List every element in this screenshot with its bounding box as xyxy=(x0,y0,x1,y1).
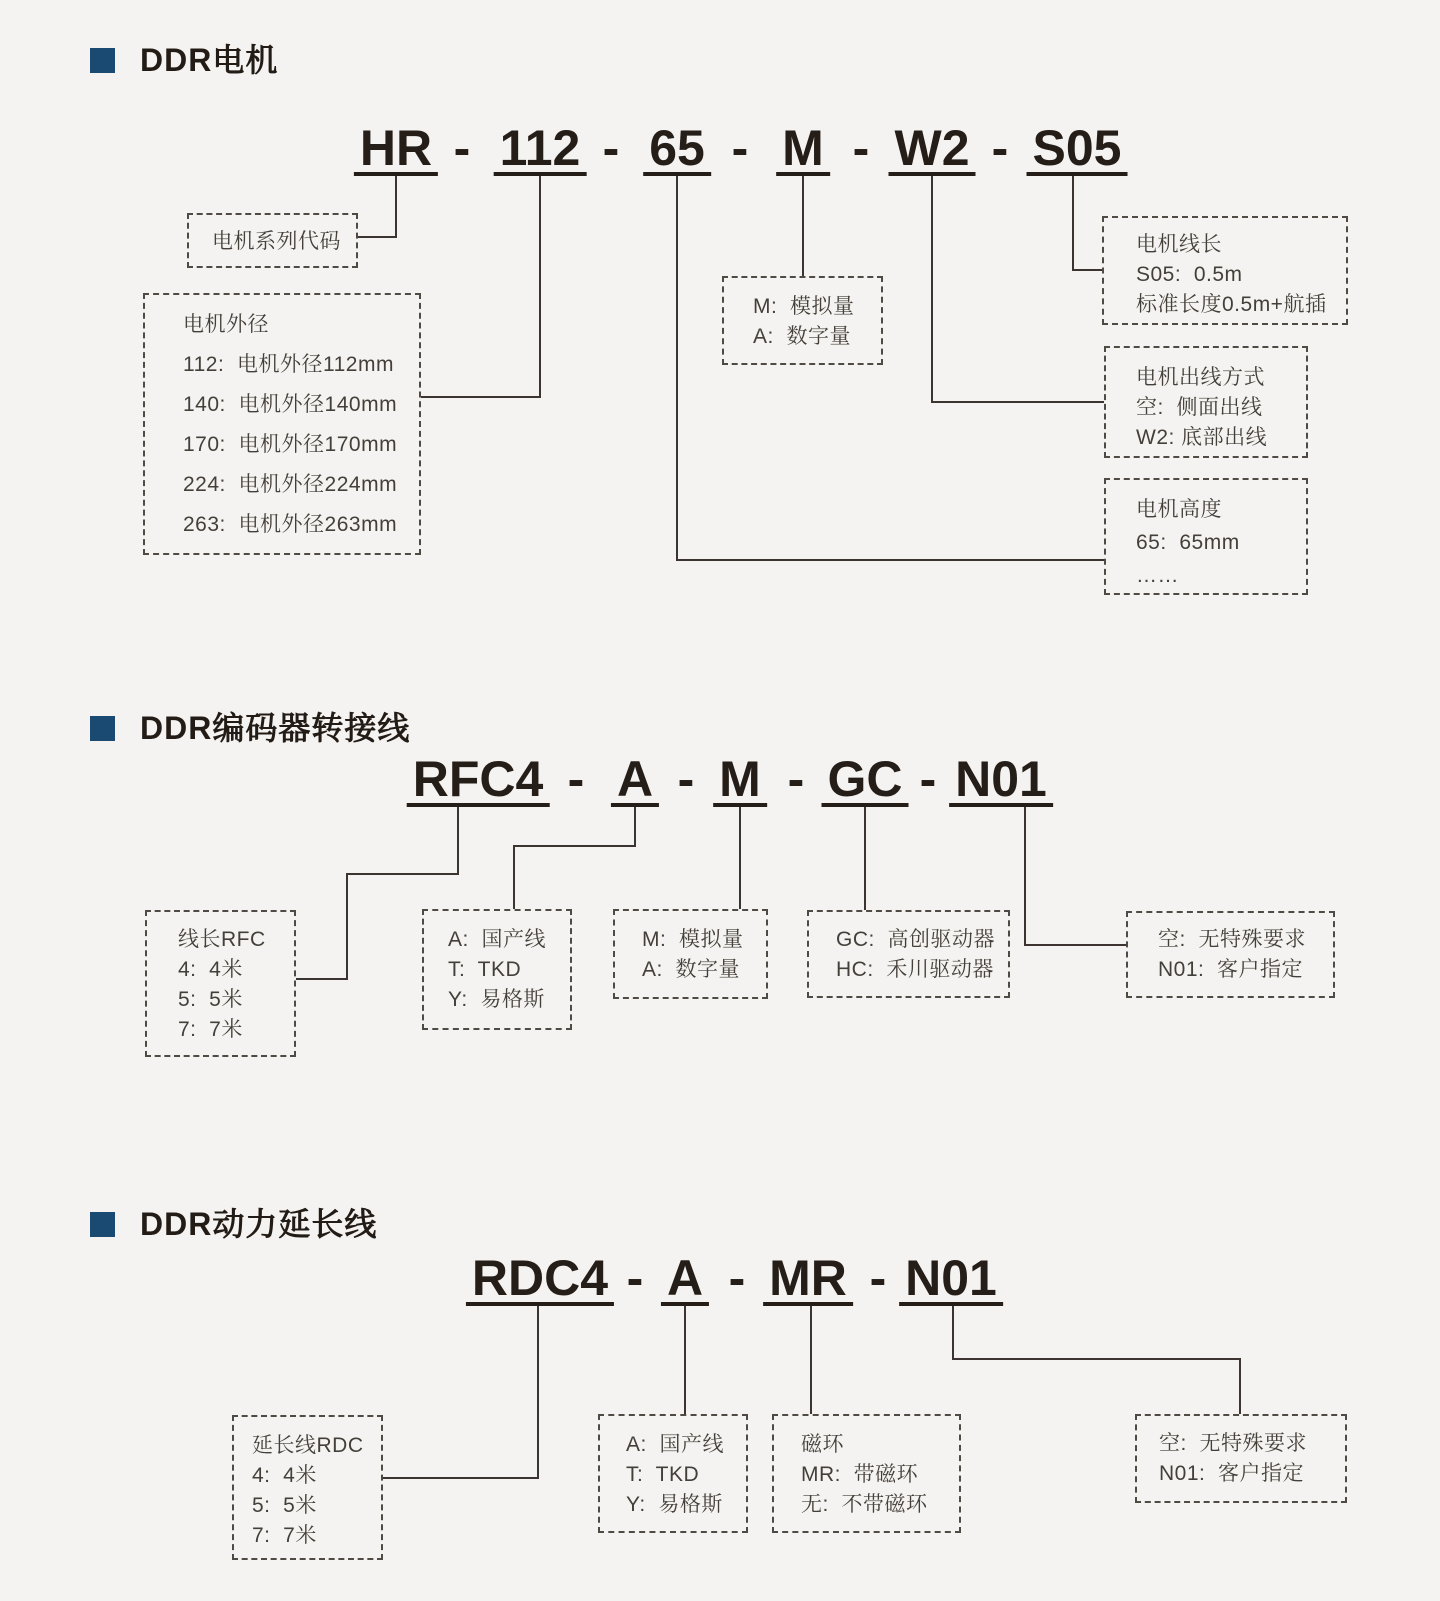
connector-line xyxy=(421,175,540,397)
box-text-line: 65: 65mm xyxy=(1136,531,1240,554)
connector-line xyxy=(1073,175,1103,270)
box-text-line: 170: 电机外径170mm xyxy=(183,433,398,456)
code-segment-special: N01 xyxy=(899,1254,1003,1306)
box-text-line: 4: 4米 xyxy=(252,1464,317,1487)
motor-outlet-style-box xyxy=(1104,346,1308,458)
box-text-line: 磁环 xyxy=(801,1433,844,1456)
motor-cable-length-box xyxy=(1102,216,1348,325)
code-segment-diameter: 112 xyxy=(494,124,587,176)
box-text-line: A: 数字量 xyxy=(642,958,741,981)
box-text-line: M: 模拟量 xyxy=(753,295,855,318)
box-text-line: 7: 7米 xyxy=(252,1524,317,1547)
section-bullet-icon xyxy=(90,48,115,73)
code-separator: - xyxy=(991,120,1009,176)
connector-line xyxy=(383,1306,538,1478)
code-segment-magnet-ring: MR xyxy=(763,1254,853,1306)
code-segment-signal: M xyxy=(776,124,830,176)
box-text-line: 空: 无特殊要求 xyxy=(1158,928,1307,951)
box-text-line: 电机出线方式 xyxy=(1136,366,1265,389)
connector-line xyxy=(932,175,1104,402)
code-segment-rdc-length: RDC4 xyxy=(466,1254,614,1306)
code-separator: - xyxy=(852,120,870,176)
code-segment-cable-length: S05 xyxy=(1027,124,1128,176)
code-separator: - xyxy=(453,120,471,176)
code-separator: - xyxy=(602,120,620,176)
encoder-driver-box xyxy=(807,910,1010,998)
code-segment-height: 65 xyxy=(643,124,711,176)
box-text-line: MR: 带磁环 xyxy=(801,1463,919,1486)
box-text-line: Y: 易格斯 xyxy=(448,988,545,1011)
box-text-line: 4: 4米 xyxy=(178,958,243,981)
code-segment-special: N01 xyxy=(949,755,1053,807)
code-segment-driver: GC xyxy=(822,755,909,807)
code-segment-series: HR xyxy=(354,124,438,176)
box-text-line: W2: 底部出线 xyxy=(1136,426,1268,449)
code-separator: - xyxy=(728,1250,746,1306)
section-title-ddr-encoder-cable: DDR编码器转接线 xyxy=(140,710,411,746)
code-segment-outlet: W2 xyxy=(889,124,976,176)
code-separator: - xyxy=(731,120,749,176)
section-title-ddr-motor: DDR电机 xyxy=(140,42,279,78)
motor-diameter-box xyxy=(143,293,421,555)
box-text-line: 无: 不带磁环 xyxy=(801,1493,928,1516)
code-segment-brand: A xyxy=(661,1254,709,1306)
box-text-line: 电机高度 xyxy=(1136,498,1222,521)
box-text-line: 空: 侧面出线 xyxy=(1136,396,1263,419)
section-bullet-icon xyxy=(90,1212,115,1237)
code-separator: - xyxy=(869,1250,887,1306)
box-text-line: 7: 7米 xyxy=(178,1018,243,1041)
box-text-line: A: 国产线 xyxy=(448,928,547,951)
box-text-line: A: 国产线 xyxy=(626,1433,725,1456)
connector-line xyxy=(514,806,635,909)
extension-cable-brand-box xyxy=(598,1414,748,1533)
box-text-line: 5: 5米 xyxy=(178,988,243,1011)
encoder-special-request-box xyxy=(1126,911,1335,998)
encoder-cable-brand-box xyxy=(422,909,572,1030)
box-text-line: 224: 电机外径224mm xyxy=(183,473,398,496)
box-text-line: 140: 电机外径140mm xyxy=(183,393,398,416)
box-text-line: T: TKD xyxy=(626,1463,700,1486)
box-text-line: GC: 高创驱动器 xyxy=(836,928,996,951)
box-text-line: S05: 0.5m xyxy=(1136,263,1243,286)
box-text-line: 电机系列代码 xyxy=(212,230,341,253)
encoder-cable-length-box xyxy=(145,910,296,1057)
code-separator: - xyxy=(677,751,695,807)
box-text-line: 电机外径 xyxy=(183,313,269,336)
box-text-line: 5: 5米 xyxy=(252,1494,317,1517)
code-separator: - xyxy=(626,1250,644,1306)
box-text-line: T: TKD xyxy=(448,958,522,981)
extension-special-request-box xyxy=(1135,1414,1347,1503)
box-text-line: M: 模拟量 xyxy=(642,928,744,951)
motor-signal-type-box xyxy=(722,276,883,365)
motor-height-box xyxy=(1104,478,1308,595)
box-text-line: N01: 客户指定 xyxy=(1159,1462,1305,1485)
box-text-line: Y: 易格斯 xyxy=(626,1493,723,1516)
box-text-line: 112: 电机外径112mm xyxy=(183,353,394,376)
box-text-line: 延长线RDC xyxy=(252,1434,364,1457)
box-text-line: N01: 客户指定 xyxy=(1158,958,1304,981)
box-text-line: 标准长度0.5m+航插 xyxy=(1136,293,1327,316)
code-segment-signal: M xyxy=(713,755,767,807)
code-separator: - xyxy=(567,751,585,807)
connector-line xyxy=(358,175,396,237)
box-text-line: …… xyxy=(1136,564,1179,587)
box-text-line: 263: 电机外径263mm xyxy=(183,513,398,536)
section-bullet-icon xyxy=(90,716,115,741)
box-text-line: A: 数字量 xyxy=(753,325,852,348)
code-separator: - xyxy=(919,751,937,807)
box-text-line: 空: 无特殊要求 xyxy=(1159,1432,1308,1455)
encoder-signal-type-box xyxy=(613,909,768,999)
connector-line xyxy=(953,1306,1240,1414)
magnet-ring-box xyxy=(772,1414,961,1533)
box-text-line: 线长RFC xyxy=(178,928,266,951)
box-text-line: HC: 禾川驱动器 xyxy=(836,958,994,981)
section-title-ddr-power-cable: DDR动力延长线 xyxy=(140,1206,378,1242)
code-segment-brand: A xyxy=(611,755,659,807)
motor-series-code-box xyxy=(187,213,358,268)
extension-cable-length-box xyxy=(232,1415,383,1560)
code-separator: - xyxy=(787,751,805,807)
connector-line xyxy=(677,175,1104,560)
code-segment-rfc-length: RFC4 xyxy=(407,755,550,807)
connector-line xyxy=(1025,806,1126,945)
box-text-line: 电机线长 xyxy=(1136,233,1222,256)
